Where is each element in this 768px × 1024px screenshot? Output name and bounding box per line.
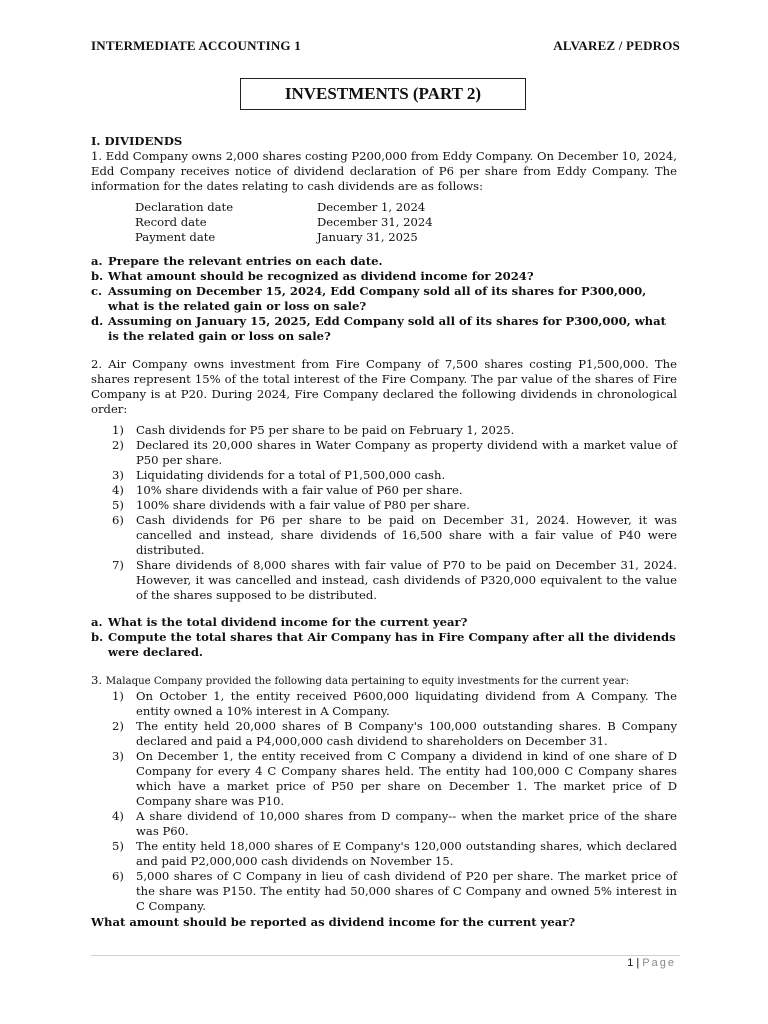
date-row (135, 230, 677, 245)
section-heading: I. DIVIDENDS (91, 134, 183, 148)
document-body (91, 132, 677, 930)
problem-2-intro: 2. Air Company owns investment from Fire Company of 7,500 shares costing P1,500,000. The shares represent 15% of the total interest of the Fire Company. The par value of the shares of Fire Company is at P20. During 2024, Fire Company declared the following dividends in chronological order: (91, 357, 677, 416)
problem-2-questions (91, 615, 677, 660)
question-item: d. Assuming on January 15, 2025, Edd Company sold all of its shares for P300,000, what is the related gain or loss on sale? (91, 314, 666, 343)
date-label: Declaration date (135, 200, 234, 214)
dividend-dates-table (135, 200, 677, 245)
date-row (135, 215, 677, 230)
problem-3-number: 3. (91, 673, 103, 687)
page-number-separator: | (633, 957, 643, 969)
page-number-value: 1 (627, 957, 634, 969)
problem-3-intro (91, 673, 677, 689)
question-item: a. Prepare the relevant entries on each date. (91, 254, 383, 268)
date-label: Payment date (135, 230, 216, 244)
header-course: INTERMEDIATE ACCOUNTING 1 (91, 38, 301, 53)
list-item: 1) On October 1, the entity received P600,000 liquidating dividend from A Company. The entity owned a 10% interest in A Company. (112, 689, 677, 718)
footer-divider (91, 955, 680, 956)
list-item: 6) 5,000 shares of C Company in lieu of cash dividend of P20 per share. The market price of the share was P150. The entity had 50,000 shares of C Company and owned 5% interest in C Company. (112, 869, 677, 913)
date-value: January 31, 2025 (317, 230, 418, 244)
list-item: 2) Declared its 20,000 shares in Water Company as property dividend with a market value of P50 per share. (112, 438, 677, 467)
question-item: b. Compute the total shares that Air Company has in Fire Company after all the dividends were declared. (91, 630, 676, 659)
header-authors: ALVAREZ / PEDROS (553, 38, 680, 53)
date-value: December 31, 2024 (317, 215, 433, 229)
list-item: 3) Liquidating dividends for a total of P1,500,000 cash. (112, 468, 446, 482)
question-item: c. Assuming on December 15, 2024, Edd Company sold all of its shares for P300,000, what is the related gain or loss on sale? (91, 284, 647, 313)
list-item: 4) A share dividend of 10,000 shares from D company-- when the market price of the share was P60. (112, 809, 677, 838)
problem-1-intro: 1. Edd Company owns 2,000 shares costing P200,000 from Eddy Company. On December 10, 2024, Edd Company receives notice of dividend declaration of P6 per share from Eddy Company. The information for the dates relating to cash dividends are as follows: (91, 149, 677, 193)
list-item: 5) 100% share dividends with a fair value of P80 per share. (112, 498, 470, 512)
date-label: Record date (135, 215, 207, 229)
document-title: INVESTMENTS (PART 2) (240, 78, 526, 110)
list-item: 3) On December 1, the entity received from C Company a dividend in kind of one share of D Company for every 4 C Company shares held. The entity had 100,000 C Company shares which have a market price of P50 per share on December 1. The market price of D Company share was P10. (112, 749, 677, 808)
date-value: December 1, 2024 (317, 200, 426, 214)
problem-2-dividend-list (112, 423, 677, 603)
list-item: 6) Cash dividends for P6 per share to be paid on December 31, 2024. However, it was cancelled and instead, share dividends of 16,500 share with a fair value of P40 were distributed. (112, 513, 677, 557)
problem-3-question: What amount should be reported as dividend income for the current year? (91, 915, 576, 929)
list-item: 4) 10% share dividends with a fair value of P60 per share. (112, 483, 463, 497)
problem-3-data-list (112, 689, 677, 914)
list-item: 5) The entity held 18,000 shares of E Company's 120,000 outstanding shares, which declared and paid P2,000,000 cash dividends on November 15. (112, 839, 677, 868)
problem-3-intro-text: Malaque Company provided the following data pertaining to equity investments for the current year: (105, 676, 629, 687)
list-item: 1) Cash dividends for P5 per share to be paid on February 1, 2025. (112, 423, 515, 437)
problem-1-questions (91, 254, 677, 344)
question-item: b. What amount should be recognized as dividend income for 2024? (91, 269, 534, 283)
date-row (135, 200, 677, 215)
list-item: 2) The entity held 20,000 shares of B Company's 100,000 outstanding shares. B Company declared and paid a P4,000,000 cash dividend to shareholders on December 31. (112, 719, 677, 748)
list-item: 7) Share dividends of 8,000 shares with fair value of P70 to be paid on December 31, 2024. However, it was cancelled and instead, cash dividends of P320,000 equivalent to the value of the shares supposed to be distributed. (112, 558, 677, 602)
page-number (627, 957, 676, 969)
question-item: a. What is the total dividend income for the current year? (91, 615, 468, 629)
page-label: Page (642, 957, 676, 969)
